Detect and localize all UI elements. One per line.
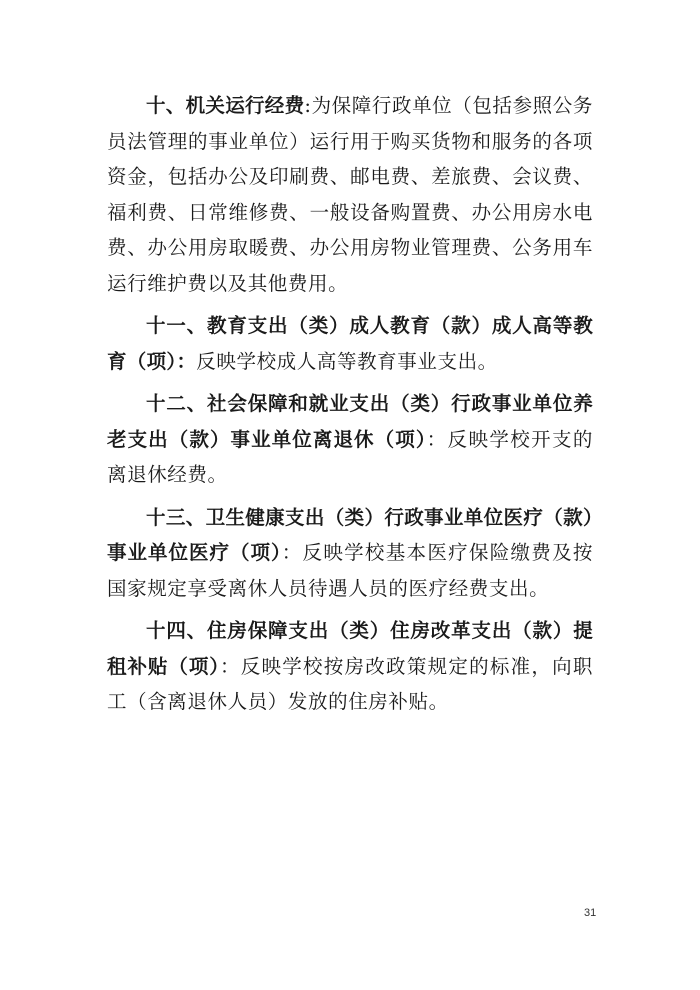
paragraph-institution-operating-expenses xyxy=(107,88,593,301)
paragraph-housing-subsidy xyxy=(107,613,593,720)
paragraph-adult-higher-education xyxy=(107,308,593,379)
paragraph-body: 反映学校成人高等教育事业支出。 xyxy=(196,349,498,373)
page-number: 31 xyxy=(584,907,597,919)
paragraph-body: :为保障行政单位（包括参照公务员法管理的事业单位）运行用于购买货物和服务的各项资金，包括办公及印刷费、邮电费、差旅费、会议费、福利费、日常维修费、一般设备购置费、办公用房水电费、办公用房取暖费、办公用房物业管理费、公务用车运行维护费以及其他费用。 xyxy=(107,94,593,295)
paragraph-heading: 十四、住房保障支出（类）住房改革支出（款）提租补贴（项） xyxy=(107,619,593,678)
paragraph-heading: 十一、教育支出（类）成人教育（款）成人高等教育（项）： xyxy=(107,314,593,373)
paragraph-body: ：反映学校基本医疗保险缴费及按国家规定享受离休人员待遇人员的医疗经费支出。 xyxy=(107,541,593,600)
paragraph-retirement-expenses xyxy=(107,386,593,493)
paragraph-medical-expenses xyxy=(107,500,593,607)
paragraph-heading: 十、机关运行经费 xyxy=(146,94,305,117)
paragraph-body: ：反映学校按房改政策规定的标准，向职工（含离退休人员）发放的住房补贴。 xyxy=(107,654,593,713)
paragraph-body: ：反映学校开支的离退休经费。 xyxy=(107,427,593,486)
paragraph-heading: 十二、社会保障和就业支出（类）行政事业单位养老支出（款）事业单位离退休（项） xyxy=(107,392,593,451)
paragraph-heading: 十三、卫生健康支出（类）行政事业单位医疗（款）事业单位医疗（项） xyxy=(107,505,593,564)
document-body xyxy=(107,88,593,727)
